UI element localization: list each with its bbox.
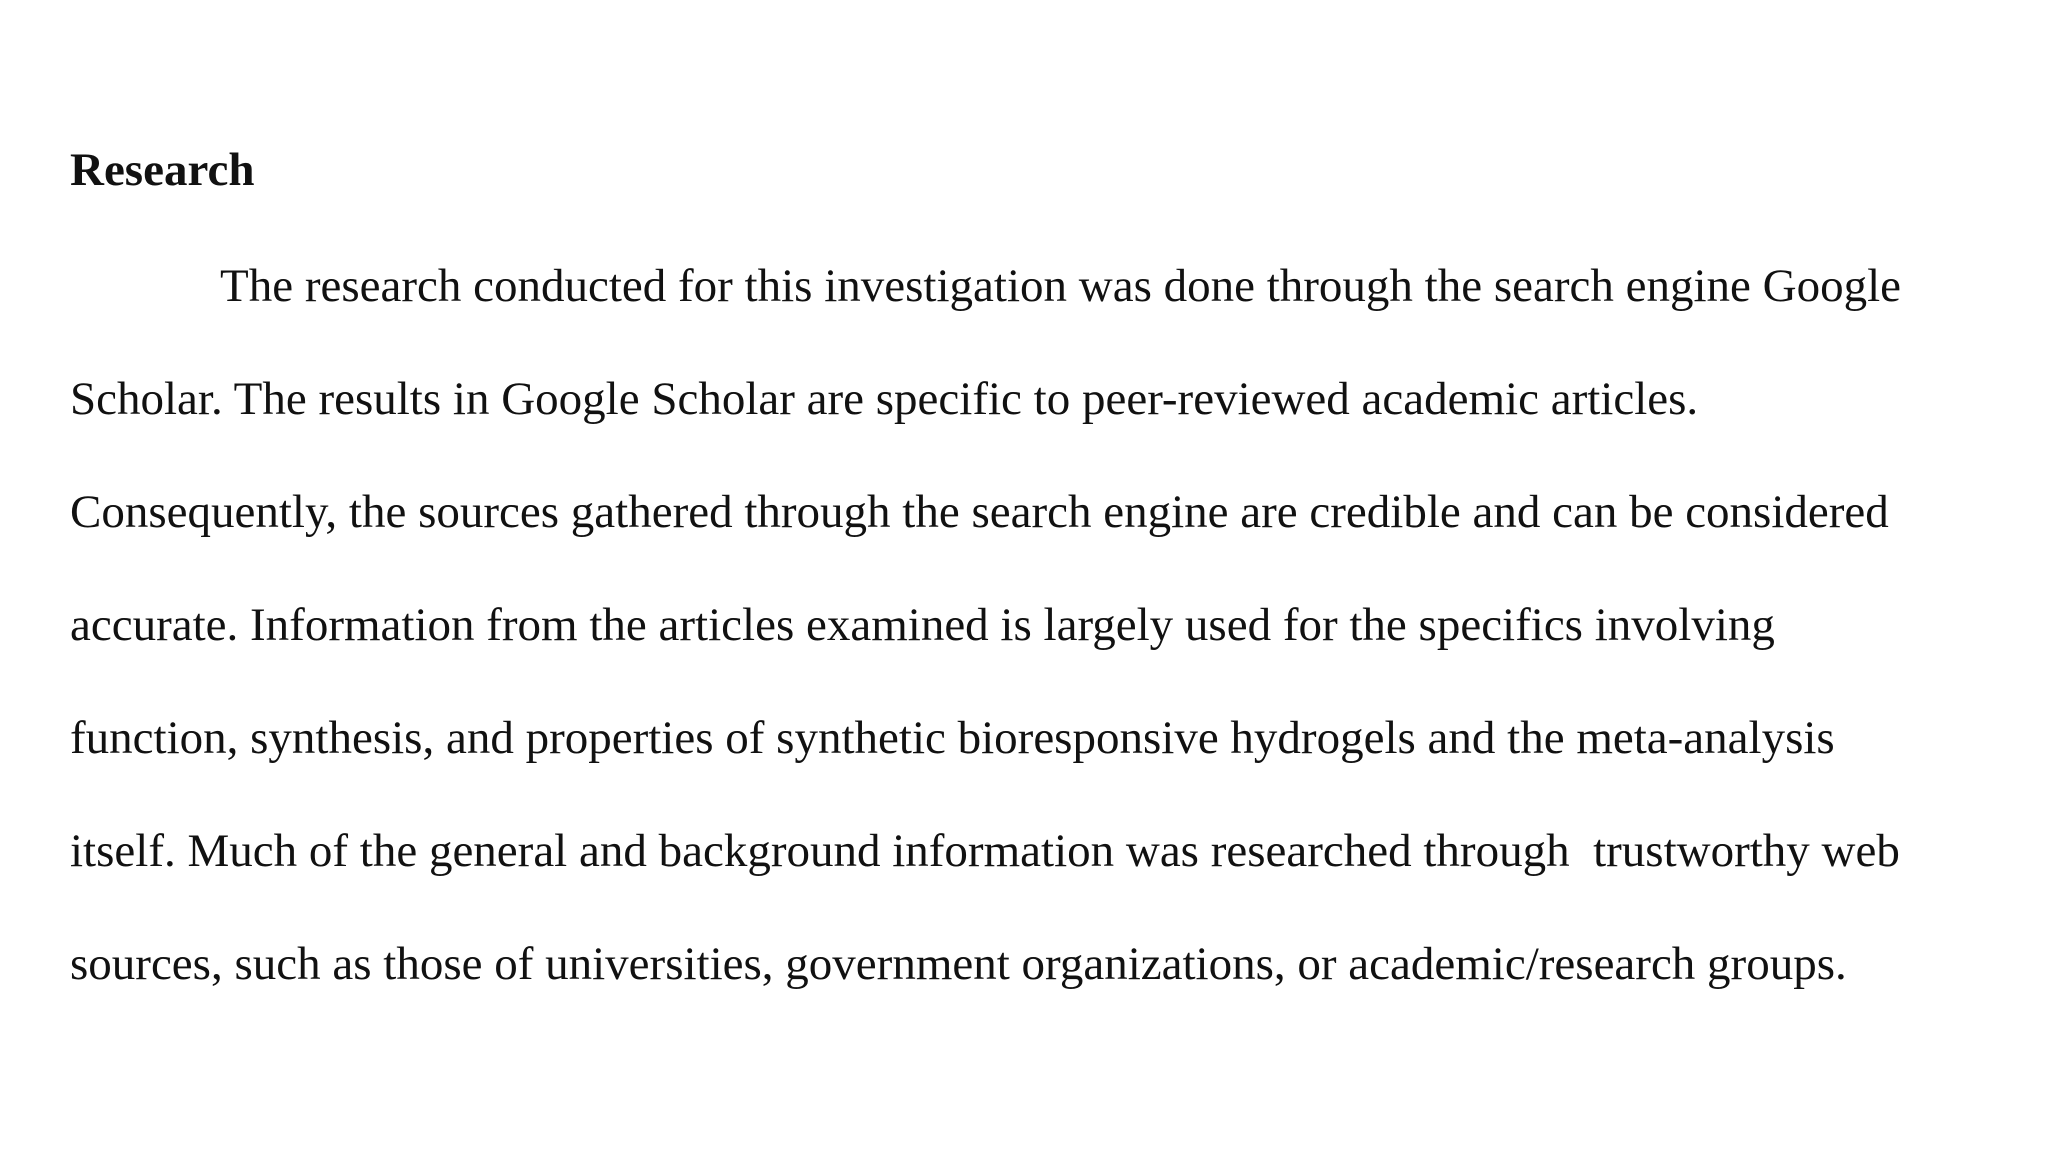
paragraph-line: Consequently, the sources gathered through the search engine are credible and can be considered [70, 486, 1889, 538]
paragraph-line: accurate. Information from the articles examined is largely used for the specifics involving [70, 599, 1775, 651]
paragraph-line: The research conducted for this investigation was done through the search engine Google [220, 260, 1902, 312]
paragraph-line: Scholar. The results in Google Scholar are specific to peer-reviewed academic articles. [70, 373, 1699, 425]
paragraph-line: itself. Much of the general and background information was researched through trustworthy web [70, 825, 1900, 877]
section-heading: Research [70, 144, 255, 196]
paragraph-line: sources, such as those of universities, government organizations, or academic/research groups. [70, 938, 1847, 990]
paragraph-line: function, synthesis, and properties of synthetic bioresponsive hydrogels and the meta-analysis [70, 712, 1835, 764]
